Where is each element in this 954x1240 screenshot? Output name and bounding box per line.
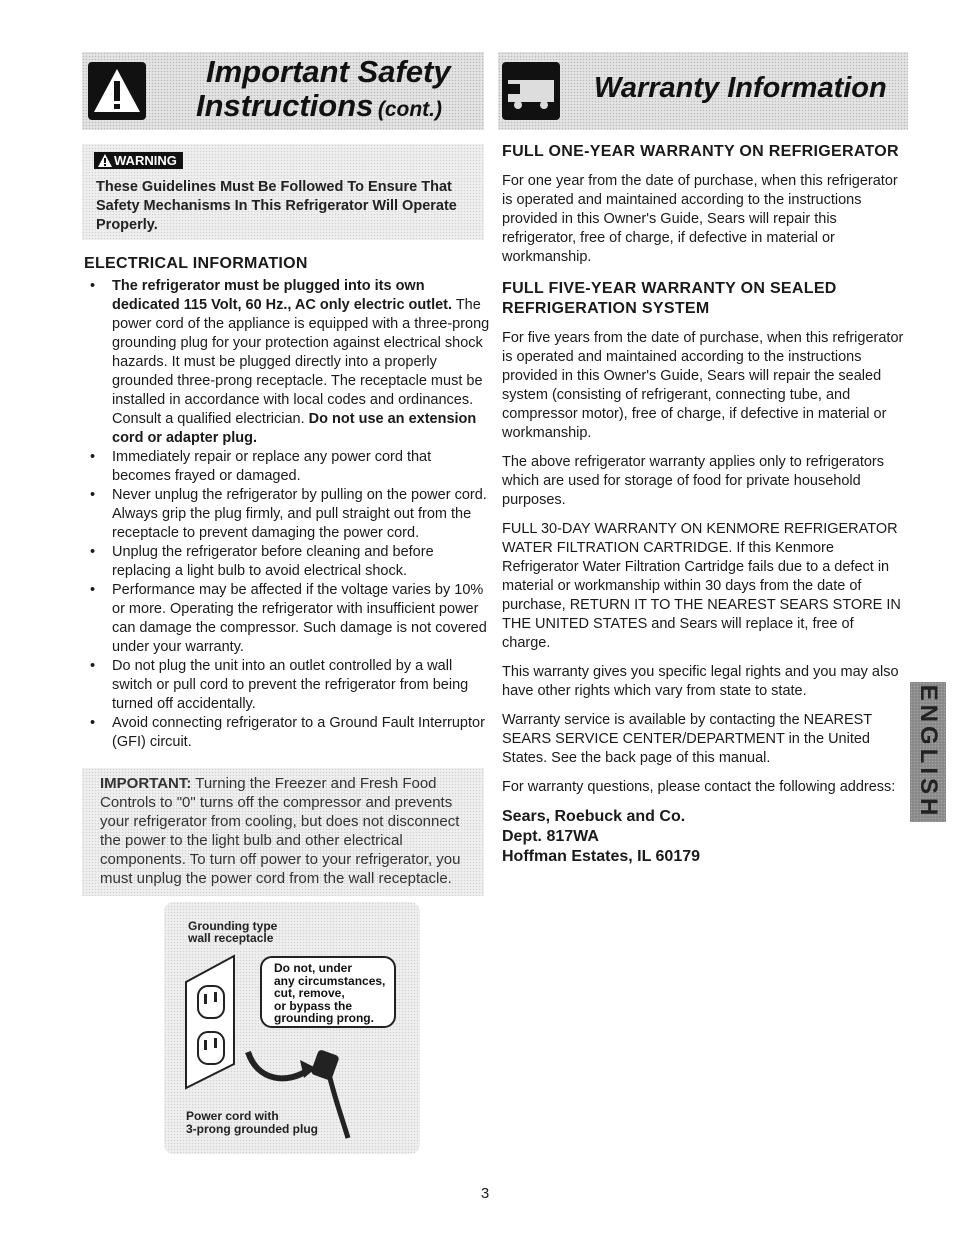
bullet-dot: • [90, 582, 96, 598]
bullet-text: Immediately repair or replace any power cord that becomes frayed or damaged. [112, 449, 432, 484]
bullet-text: Performance may be affected if the voltage varies by 10% or more. Operating the refrigerator with insufficient power can damage the compressor. Such damage is not covered under your warranty. [112, 582, 487, 655]
plug-label-line2: 3-prong grounded plug [186, 1121, 318, 1136]
language-side-tab [910, 682, 946, 822]
bullet-item [84, 714, 490, 752]
truck-icon [502, 62, 560, 120]
electrical-section [84, 254, 490, 752]
warranty-legal-text: This warranty gives you specific legal rights and you may also have other rights which vary from state to state. [502, 664, 899, 699]
grounding-illustration [164, 902, 420, 1154]
address-line: Dept. 817WA [502, 828, 599, 845]
receptacle-label [188, 920, 277, 944]
warranty-five-year-text: For five years from the date of purchase, when this refrigerator is operated and maintained according to the instructions provided in this Owner's Guide, Sears will repair the sealed system (consisting of refrigerant, connecting tube, and compressor motor), free of charge, if defective in material or workmanship. [502, 330, 904, 441]
warranty-address [502, 807, 904, 867]
bullet-text: Unplug the refrigerator before cleaning and before replacing a light bulb to avoid electrical shock. [112, 544, 434, 579]
grounding-callout [260, 956, 396, 1028]
callout-line: cut, remove, [274, 986, 345, 1000]
bullet-text: Never unplug the refrigerator by pulling on the power cord. Always grip the plug firmly, and pull straight out from the receptacle to prevent damaging the power cord. [112, 487, 487, 541]
warranty-service-text: Warranty service is available by contacting the NEAREST SEARS SERVICE CENTER/DEPARTMENT in the United States. See the back page of this manual. [502, 712, 872, 766]
warning-box [82, 144, 484, 240]
warranty-filter-text: FULL 30-DAY WARRANTY ON KENMORE REFRIGERATOR WATER FILTRATION CARTRIDGE. If this Kenmore Refrigerator Water Filtration Cartridge fails due to a defect in material or workmanship within 30 days from the date of purchase, RETURN IT TO THE NEAREST SEARS STORE IN THE UNITED STATES and Sears will replace it, free of charge. [502, 521, 901, 651]
callout-line: Do not, under [274, 961, 352, 975]
warning-small-icon [98, 154, 112, 167]
receptacle-label-line1: Grounding type [188, 919, 278, 933]
bullet-dot: • [90, 278, 96, 294]
left-banner-title-line1: Important Safety [206, 54, 451, 89]
bullet-item [84, 277, 490, 448]
callout-line: or bypass the [274, 998, 353, 1013]
bullet-item [84, 657, 490, 714]
warranty-one-year-text: For one year from the date of purchase, when this refrigerator is operated and maintained according to the instructions provided in this Owner's Guide, Sears will repair this refrigerator, free of charge, if defective in material or workmanship. [502, 173, 898, 265]
electrical-heading: ELECTRICAL INFORMATION [84, 255, 308, 272]
bullet-dot: • [90, 658, 96, 674]
bullet-lead-bold: The refrigerator must be plugged into its own dedicated 115 Volt, 60 Hz., AC only electric outlet. [112, 278, 453, 313]
right-banner [498, 52, 908, 130]
bullet-body: The power cord of the appliance is equipped with a three-prong grounding plug for your protection against electrical shock hazards. It must be plugged directly into a properly grounded three-prong receptacle. The receptacle must be installed in accordance with local codes and ordinances. Consult a qualified electrician. [112, 297, 490, 427]
warning-label: WARNING [114, 153, 177, 168]
important-text: Turning the Freezer and Fresh Food Controls to "0" turns off the compressor and prevents your refrigerator from cooling, but does not disconnect the power to the light bulb and other electrical components. To turn off power to your refrigerator, you must unplug the power cord from the wall receptacle. [100, 775, 461, 887]
bullet-text: Do not plug the unit into an outlet controlled by a wall switch or pull cord to prevent the refrigerator from being turned off accidentally. [112, 658, 469, 712]
warranty-section [502, 142, 904, 867]
bullet-item [84, 581, 490, 657]
callout-line: grounding prong. [274, 1011, 374, 1025]
address-line: Hoffman Estates, IL 60179 [502, 848, 701, 865]
language-side-tab-label: ENGLISH [915, 684, 942, 820]
warning-label-badge [94, 152, 183, 169]
important-text-wrap [100, 774, 470, 888]
warranty-contact-text: For warranty questions, please contact the following address: [502, 779, 896, 795]
bullet-tail-bold: Do not use an extension cord or adapter plug. [112, 411, 477, 446]
important-label: IMPORTANT: [100, 775, 192, 792]
warning-triangle-icon [88, 62, 146, 120]
callout-line: any circumstances, [274, 973, 386, 988]
bullet-item [84, 448, 490, 486]
left-banner [82, 52, 484, 130]
left-banner-title-line2: Instructions [196, 88, 374, 123]
page-number: 3 [480, 1185, 490, 1202]
warning-text: These Guidelines Must Be Followed To Ensure That Safety Mechanisms In This Refrigerator Will Operate Properly. [96, 179, 457, 233]
warranty-five-year-heading: FULL FIVE-YEAR WARRANTY ON SEALED REFRIGERATION SYSTEM [502, 280, 837, 317]
bullet-dot: • [90, 715, 96, 731]
address-line: Sears, Roebuck and Co. [502, 808, 686, 825]
bullet-dot: • [90, 449, 96, 465]
bullet-dot: • [90, 487, 96, 503]
important-box [82, 768, 484, 896]
bullet-item [84, 486, 490, 543]
left-banner-title-line2-wrap [196, 88, 442, 124]
plug-label-line1: Power cord with [186, 1109, 279, 1123]
bullet-item [84, 543, 490, 581]
electrical-bullets [84, 277, 490, 752]
right-banner-title: Warranty Information [594, 72, 887, 104]
warranty-scope-text: The above refrigerator warranty applies only to refrigerators which are used for storage of food for private household purposes. [502, 454, 885, 508]
plug-label [186, 1110, 318, 1135]
left-banner-title-suffix: (cont.) [377, 98, 443, 121]
bullet-text: Avoid connecting refrigerator to a Ground Fault Interruptor (GFI) circuit. [112, 715, 485, 750]
warranty-one-year-heading: FULL ONE-YEAR WARRANTY ON REFRIGERATOR [502, 143, 899, 160]
bullet-dot: • [90, 544, 96, 560]
receptacle-label-line2: wall receptacle [188, 931, 274, 945]
